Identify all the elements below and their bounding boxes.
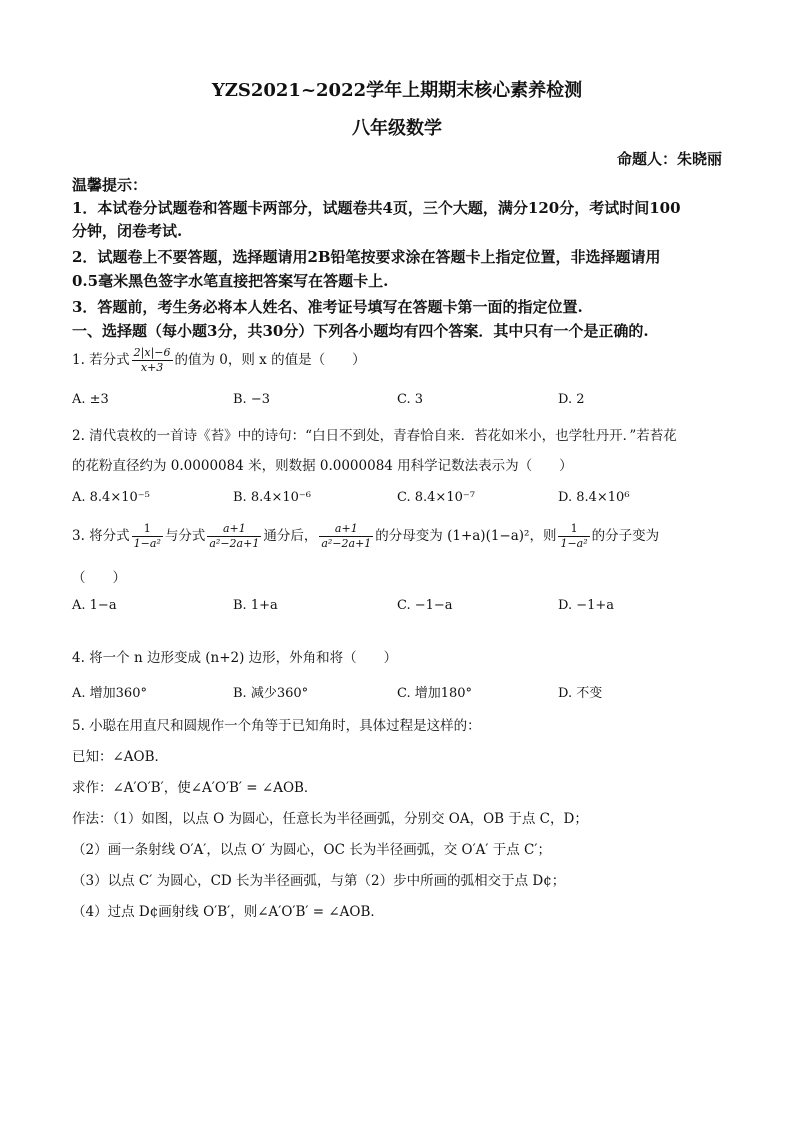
q5-step-4: （4）过点 D¢画射线 O′B′，则∠A′O′B′ = ∠AOB． — [72, 904, 384, 920]
q5-step-2: （2）画一条射线 O′A′，以点 O′ 为圆心，OC 长为半径画弧，交 O′A′ 于点 C′； — [72, 842, 551, 858]
q3-text-2: 与分式 — [164, 528, 206, 544]
notice-item-1-line-1: 1．本试卷分试题卷和答题卡两部分，试题卷共4页，三个大题，满分120分，考试时间100 — [72, 199, 681, 217]
q2-line-1: 2. 清代袁枚的一首诗《苔》中的诗句：“白日不到处，青春恰自来．苔花如米小，也学牡丹开．”若苔花 — [72, 428, 677, 444]
q4-option-a: A. 增加360° — [72, 686, 147, 701]
exam-title: YZS2021~2022学年上期期末核心素养检测 — [211, 80, 583, 101]
notice-item-2-line-2: 0.5毫米黑色签字水笔直接把答案写在答题卡上. — [72, 272, 389, 290]
q3-fraction-3 — [319, 522, 373, 551]
q4-option-c: C. 增加180° — [397, 686, 473, 701]
q3-frac1-den: 1−a² — [133, 537, 161, 550]
q2-option-b: B. 8.4×10⁻⁶ — [233, 490, 311, 505]
q5-known: 已知：∠AOB． — [72, 749, 169, 765]
q1-option-a: A. ±3 — [72, 392, 109, 407]
q3-option-d: D. −1+a — [558, 598, 615, 613]
q2-option-a: A. 8.4×10⁻⁵ — [72, 490, 150, 505]
q3-text-5: 的分子变为 — [591, 528, 660, 544]
section-1-heading: 一、选择题（每小题3分，共30分）下列各小题均有四个答案．其中只有一个是正确的. — [72, 322, 649, 340]
q3-frac4-den: 1−a² — [560, 537, 588, 550]
q3-fraction-4 — [558, 522, 589, 551]
q3-frac1-num: 1 — [132, 522, 163, 537]
q3-text-1: 3. 将分式 — [72, 528, 130, 544]
q4-option-d: D. 不变 — [558, 686, 603, 701]
q3-frac4-num: 1 — [558, 522, 589, 537]
q1-frac-den: x+3 — [140, 361, 164, 374]
q4-option-b: B. 减少360° — [233, 686, 309, 701]
q1-fraction — [132, 346, 173, 375]
notice-heading: 温馨提示： — [72, 176, 148, 194]
notice-item-1-line-2: 分钟，闭卷考试. — [72, 222, 183, 240]
q5-step-1: 作法：（1）如图，以点 O 为圆心，任意长为半径画弧，分别交 OA，OB 于点 C，D； — [72, 811, 588, 827]
notice-item-3: 3．答题前，考生务必将本人姓名、准考证号填写在答题卡第一面的指定位置. — [72, 298, 583, 316]
q3-option-a: A. 1−a — [72, 598, 117, 613]
q1-suffix: 的值为 0，则 x 的值是（ ） — [174, 352, 366, 368]
q3-text-4: 的分母变为 (1+a)(1−a)²，则 — [375, 528, 557, 544]
q1-option-c: C. 3 — [397, 392, 424, 407]
q3-text-3: 通分后， — [263, 528, 318, 544]
q1-option-b: B. −3 — [233, 392, 270, 407]
q3-option-b: B. 1+a — [233, 598, 278, 613]
q3-option-c: C. −1−a — [397, 598, 453, 613]
exam-subtitle: 八年级数学 — [352, 118, 442, 139]
q3-line-2: （ ） — [72, 570, 126, 586]
question-3 — [72, 522, 659, 551]
q1-frac-num: 2|x|−6 — [133, 346, 171, 359]
q1-option-d: D. 2 — [558, 392, 585, 407]
q5-intro: 5. 小聪在用直尺和圆规作一个角等于已知角时，具体过程是这样的： — [72, 718, 481, 734]
question-1 — [72, 346, 366, 375]
q5-ask: 求作：∠A′O′B′，使∠A′O′B′ = ∠AOB． — [72, 780, 318, 796]
author: 命题人：朱晓丽 — [616, 150, 722, 168]
q5-step-3: （3）以点 C′ 为圆心，CD 长为半径画弧，与第（2）步中所画的弧相交于点 D¢； — [72, 873, 566, 889]
q3-frac3-den: a²−2a+1 — [321, 537, 372, 550]
q2-option-d: D. 8.4×10⁶ — [558, 490, 630, 505]
q3-frac2-den: a²−2a+1 — [209, 537, 260, 550]
q3-fraction-1 — [132, 522, 163, 551]
q3-frac3-num: a+1 — [319, 522, 373, 537]
q2-line-2: 的花粉直径约为 0.0000084 米，则数据 0.0000084 用科学记数法表示为（ ） — [72, 458, 573, 474]
q2-option-c: C. 8.4×10⁻⁷ — [397, 490, 475, 505]
question-4: 4. 将一个 n 边形变成 (n+2) 边形，外角和将（ ） — [72, 650, 398, 666]
notice-item-2-line-1: 2．试题卷上不要答题，选择题请用2B铅笔按要求涂在答题卡上指定位置，非选择题请用 — [72, 248, 661, 266]
q3-frac2-num: a+1 — [207, 522, 261, 537]
q1-prefix: 1. 若分式 — [72, 352, 130, 368]
q3-fraction-2 — [207, 522, 261, 551]
